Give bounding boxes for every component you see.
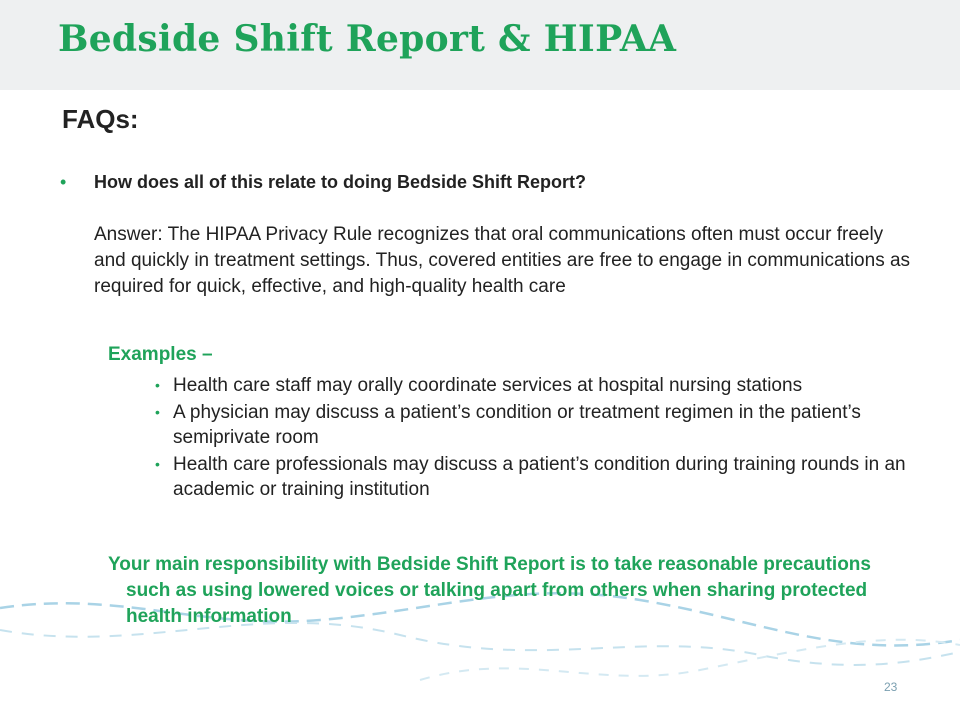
example-text: Health care staff may orally coordinate services at hospital nursing stations — [173, 375, 803, 396]
page-number: 23 — [884, 680, 898, 694]
example-text: A physician may discuss a patient’s condition or treatment regimen in the patient’s semiprivate room — [173, 402, 861, 448]
faq-answer: Answer: The HIPAA Privacy Rule recognizes that oral communications often must occur freely and quickly in treatment settings. Thus, covered entities are free to engage in communications as required for quick, effective, and high-quality health care — [94, 224, 911, 297]
slide-title: Bedside Shift Report & HIPAA — [58, 18, 677, 60]
examples-list — [155, 373, 915, 504]
example-item — [155, 400, 915, 450]
bullet-icon: • — [60, 172, 67, 192]
faq-question: How does all of this relate to doing Bedside Shift Report? — [94, 172, 587, 192]
examples-label: Examples – — [108, 344, 213, 365]
bullet-icon: • — [155, 377, 160, 393]
example-item — [155, 373, 915, 398]
responsibility-note: Your main responsibility with Bedside Shift Report is to take reasonable precautions such as using lowered voices or talking apart from others when sharing protected health information — [108, 554, 871, 627]
faqs-heading: FAQs: — [62, 104, 139, 134]
example-item — [155, 452, 915, 502]
example-text: Health care professionals may discuss a patient’s condition during training rounds in an academic or training institution — [173, 454, 906, 500]
bullet-icon: • — [155, 456, 160, 472]
bullet-icon: • — [155, 404, 160, 420]
